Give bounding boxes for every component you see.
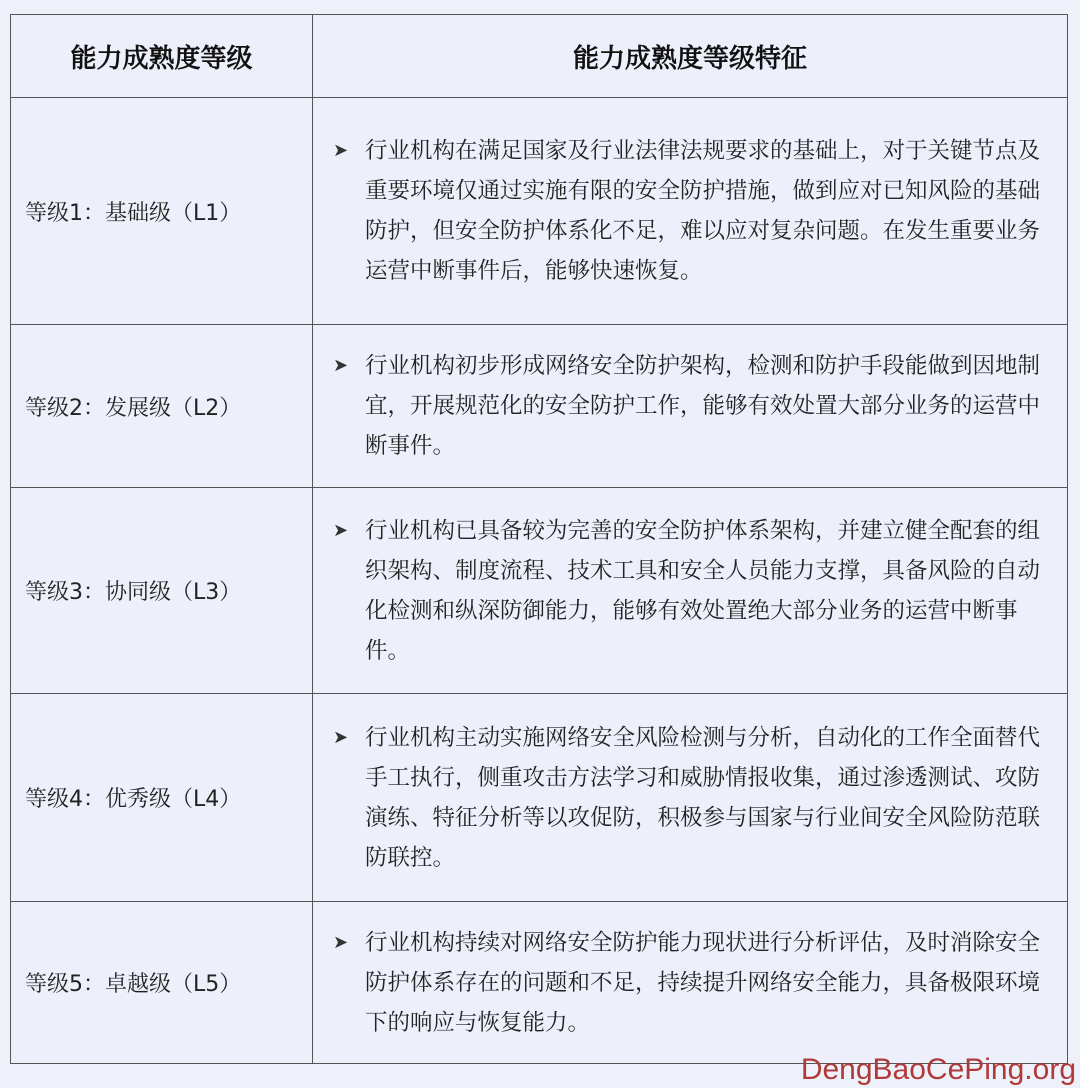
- header-row: [11, 15, 1068, 98]
- level-cell: 等级1：基础级（L1）: [11, 98, 313, 325]
- table-row: [11, 98, 1068, 325]
- level-cell: 等级4：优秀级（L4）: [11, 694, 313, 902]
- description-cell: [313, 325, 1068, 488]
- bullet-arrow-icon: ➤: [333, 519, 349, 541]
- description-cell: [313, 902, 1068, 1064]
- bullet-arrow-icon: ➤: [333, 355, 349, 376]
- bullet-arrow-icon: ➤: [333, 931, 349, 953]
- description-text: 行业机构主动实施网络安全风险检测与分析，自动化的工作全面替代手工执行，侧重攻击方法学习和威胁情报收集，通过渗透测试、攻防演练、特征分析等以攻促防，积极参与国家与行业间安全风险防范联防联控。: [365, 724, 1041, 871]
- watermark: DengBaoCePing.org: [800, 1053, 1076, 1086]
- description-text: 行业机构持续对网络安全防护能力现状进行分析评估，及时消除安全防护体系存在的问题和不足，持续提升网络安全能力，具备极限环境下的响应与恢复能力。: [365, 929, 1041, 1036]
- description-text: 行业机构在满足国家及行业法律法规要求的基础上，对于关键节点及重要环境仅通过实施有限的安全防护措施，做到应对已知风险的基础防护，但安全防护体系化不足，难以应对复杂问题。在发生重要业务运营中断事件后，能够快速恢复。: [365, 138, 1041, 284]
- description-text: 行业机构初步形成网络安全防护架构，检测和防护手段能做到因地制宜，开展规范化的安全防护工作，能够有效处置大部分业务的运营中断事件。: [365, 353, 1041, 459]
- table-row: [11, 902, 1068, 1064]
- maturity-level-table: [10, 14, 1068, 1064]
- table-row: [11, 694, 1068, 902]
- bullet-arrow-icon: ➤: [333, 726, 349, 748]
- table-row: [11, 325, 1068, 488]
- description-cell: [313, 694, 1068, 902]
- level-cell: 等级2：发展级（L2）: [11, 325, 313, 488]
- description-cell: [313, 98, 1068, 325]
- level-cell: 等级3：协同级（L3）: [11, 488, 313, 694]
- description-text: 行业机构已具备较为完善的安全防护体系架构，并建立健全配套的组织架构、制度流程、技术工具和安全人员能力支撑，具备风险的自动化检测和纵深防御能力，能够有效处置绝大部分业务的运营中断事件。: [365, 517, 1041, 664]
- header-characteristics: 能力成熟度等级特征: [313, 15, 1068, 98]
- header-level: 能力成熟度等级: [11, 15, 313, 98]
- bullet-arrow-icon: ➤: [333, 140, 349, 161]
- level-cell: 等级5：卓越级（L5）: [11, 902, 313, 1064]
- table-row: [11, 488, 1068, 694]
- description-cell: [313, 488, 1068, 694]
